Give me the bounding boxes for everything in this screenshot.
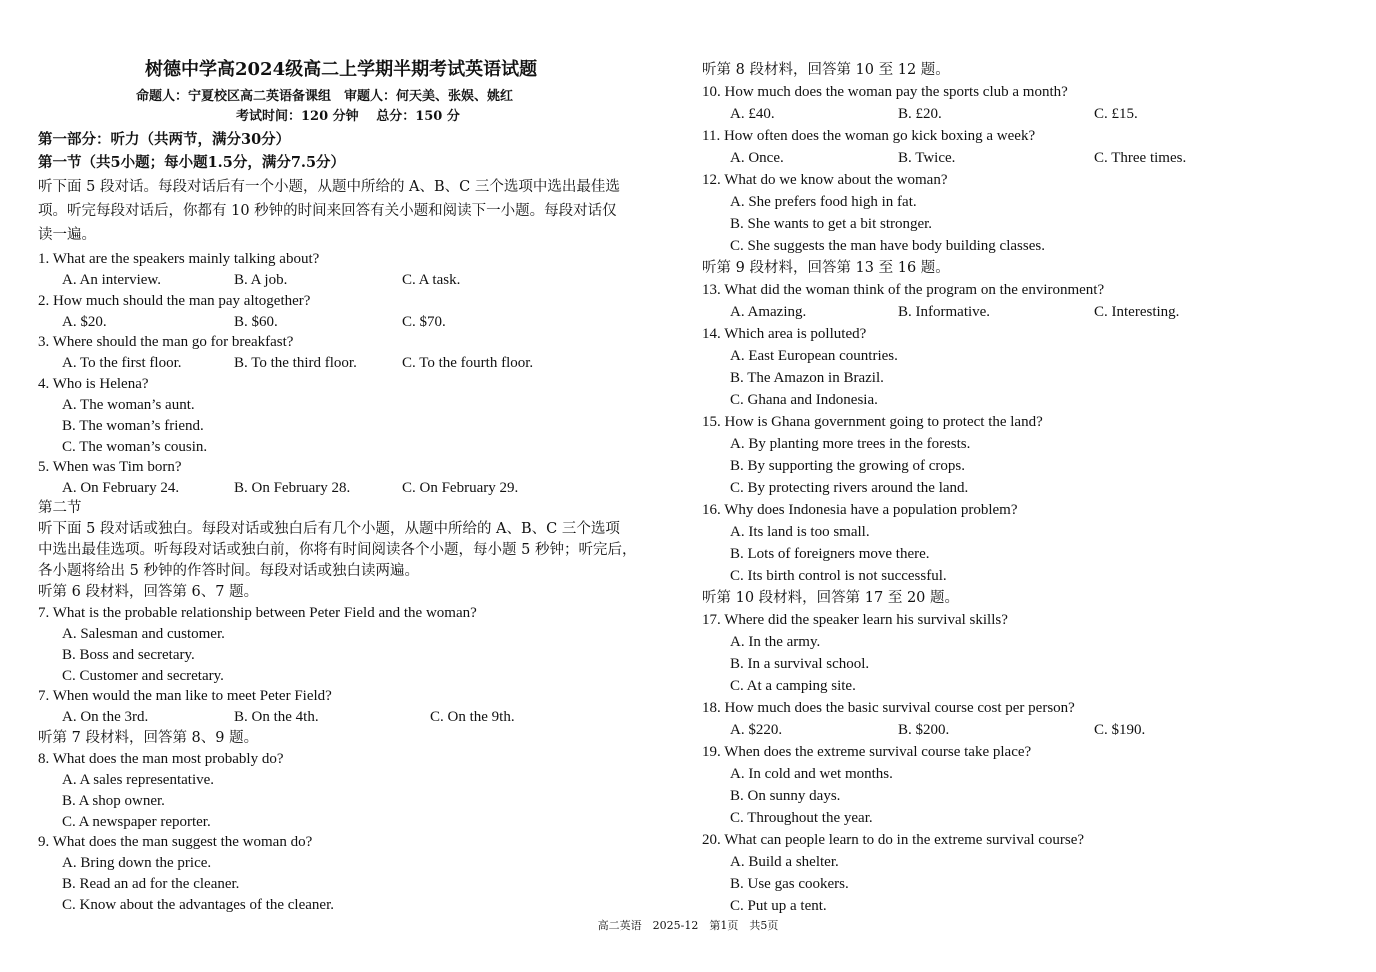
q3-option-c: C. To the fourth floor.	[402, 355, 534, 371]
q2-option-b: B. $60.	[234, 314, 278, 330]
q2-option-c: C. $70.	[402, 314, 446, 330]
question-12: 12. What do we know about the woman?	[702, 172, 948, 188]
q5-option-b: B. On February 28.	[234, 480, 351, 496]
question-14: 14. Which area is polluted?	[702, 326, 867, 342]
question-13: 13. What did the woman think of the program on the environment?	[702, 282, 1105, 298]
q10-option-c: C. £15.	[1094, 106, 1138, 122]
q17-option-a: A. In the army.	[730, 634, 821, 650]
q7-option-b: B. On the 4th.	[234, 709, 319, 725]
listen-note-7: 听第 7 段材料，回答第 8、9 题。	[38, 730, 259, 746]
instructions-line-2: 项。听完每段对话后，你都有 10 秒钟的时间来回答有关小题和阅读下一小题。每段对话仅	[38, 203, 617, 219]
q18-option-b: B. $200.	[898, 722, 950, 738]
exam-title: 树德中学高2024级高二上学期半期考试英语试题	[145, 59, 538, 80]
q4-option-c: C. The woman’s cousin.	[62, 439, 208, 455]
question-19: 19. When does the extreme survival course take place?	[702, 744, 1032, 760]
question-1: 1. What are the speakers mainly talking about?	[38, 251, 320, 267]
q4-option-b: B. The woman’s friend.	[62, 418, 204, 434]
q10-option-a: A. £40.	[730, 106, 775, 122]
q14-option-b: B. The Amazon in Brazil.	[730, 370, 884, 386]
section2-instructions-2: 中选出最佳选项。听每段对话或独白前，你将有时间阅读各个小题，每小题 5 秒钟；听完后，	[38, 542, 637, 558]
q8-option-c: C. A newspaper reporter.	[62, 814, 211, 830]
q15-option-c: C. By protecting rivers around the land.	[730, 480, 969, 496]
question-9: 9. What does the man suggest the woman do?	[38, 834, 313, 850]
q16-option-a: A. Its land is too small.	[730, 524, 870, 540]
question-8: 8. What does the man most probably do?	[38, 751, 284, 767]
q6-option-c: C. Customer and secretary.	[62, 668, 224, 684]
q19-option-c: C. Throughout the year.	[730, 810, 873, 826]
q10-option-b: B. £20.	[898, 106, 942, 122]
q17-option-b: B. In a survival school.	[730, 656, 870, 672]
q13-option-a: A. Amazing.	[730, 304, 807, 320]
q6-option-a: A. Salesman and customer.	[62, 626, 225, 642]
q20-option-c: C. Put up a tent.	[730, 898, 827, 914]
q12-option-c: C. She suggests the man have body building classes.	[730, 238, 1045, 254]
question-4: 4. Who is Helena?	[38, 376, 149, 392]
question-3: 3. Where should the man go for breakfast?	[38, 334, 294, 350]
question-20: 20. What can people learn to do in the extreme survival course?	[702, 832, 1085, 848]
section1-heading: 第一节（共5小题；每小题1.5分，满分7.5分）	[38, 154, 346, 171]
q7-option-c: C. On the 9th.	[430, 709, 515, 725]
q17-option-c: C. At a camping site.	[730, 678, 856, 694]
listen-note-10: 听第 10 段材料，回答第 17 至 20 题。	[702, 590, 960, 606]
q5-option-c: C. On February 29.	[402, 480, 519, 496]
q6-option-b: B. Boss and secretary.	[62, 647, 195, 663]
question-18: 18. How much does the basic survival course cost per person?	[702, 700, 1075, 716]
section2-heading: 第二节	[38, 500, 82, 516]
q1-option-a: A. An interview.	[62, 272, 162, 288]
question-10: 10. How much does the woman pay the sports club a month?	[702, 84, 1068, 100]
question-2: 2. How much should the man pay altogether?	[38, 293, 311, 309]
q11-option-b: B. Twice.	[898, 150, 956, 166]
q18-option-c: C. $190.	[1094, 722, 1146, 738]
q12-option-b: B. She wants to get a bit stronger.	[730, 216, 933, 232]
q14-option-c: C. Ghana and Indonesia.	[730, 392, 878, 408]
q3-option-a: A. To the first floor.	[62, 355, 182, 371]
q5-option-a: A. On February 24.	[62, 480, 180, 496]
q7-option-a: A. On the 3rd.	[62, 709, 149, 725]
instructions-line-1: 听下面 5 段对话。每段对话后有一个小题，从题中所给的 A、B、C 三个选项中选出最佳选	[38, 179, 620, 195]
q13-option-b: B. Informative.	[898, 304, 991, 320]
exam-time-info: 考试时间：120 分钟 总分：150 分	[236, 109, 460, 124]
q15-option-a: A. By planting more trees in the forests.	[730, 436, 971, 452]
q8-option-a: A. A sales representative.	[62, 772, 215, 788]
question-7: 7. When would the man like to meet Peter Field?	[38, 688, 332, 704]
q12-option-a: A. She prefers food high in fat.	[730, 194, 917, 210]
question-11: 11. How often does the woman go kick boxing a week?	[702, 128, 1036, 144]
listen-note-8: 听第 8 段材料，回答第 10 至 12 题。	[702, 62, 950, 78]
question-17: 17. Where did the speaker learn his survival skills?	[702, 612, 1008, 628]
q16-option-c: C. Its birth control is not successful.	[730, 568, 947, 584]
question-5: 5. When was Tim born?	[38, 459, 182, 475]
question-6: 7. What is the probable relationship between Peter Field and the woman?	[38, 605, 477, 621]
q18-option-a: A. $220.	[730, 722, 783, 738]
exam-authors: 命题人：宁夏校区高二英语备课组 审题人：何天美、张娱、姚红	[136, 89, 514, 104]
q19-option-b: B. On sunny days.	[730, 788, 841, 804]
q4-option-a: A. The woman’s aunt.	[62, 397, 195, 413]
q15-option-b: B. By supporting the growing of crops.	[730, 458, 965, 474]
q13-option-c: C. Interesting.	[1094, 304, 1180, 320]
q1-option-c: C. A task.	[402, 272, 461, 288]
q8-option-b: B. A shop owner.	[62, 793, 165, 809]
q16-option-b: B. Lots of foreigners move there.	[730, 546, 930, 562]
q20-option-b: B. Use gas cookers.	[730, 876, 849, 892]
q20-option-a: A. Build a shelter.	[730, 854, 839, 870]
q19-option-a: A. In cold and wet months.	[730, 766, 893, 782]
section2-instructions-3: 各小题将给出 5 秒钟的作答时间。每段对话或独白读两遍。	[38, 563, 419, 579]
q11-option-c: C. Three times.	[1094, 150, 1187, 166]
page-footer: 高二英语 2025-12 第1页 共5页	[597, 919, 779, 932]
listen-note-6: 听第 6 段材料，回答第 6、7 题。	[38, 584, 259, 600]
q9-option-a: A. Bring down the price.	[62, 855, 212, 871]
question-15: 15. How is Ghana government going to protect the land?	[702, 414, 1043, 430]
listen-note-9: 听第 9 段材料，回答第 13 至 16 题。	[702, 260, 950, 276]
q3-option-b: B. To the third floor.	[234, 355, 357, 371]
q14-option-a: A. East European countries.	[730, 348, 898, 364]
q11-option-a: A. Once.	[730, 150, 784, 166]
q9-option-c: C. Know about the advantages of the cleaner.	[62, 897, 334, 913]
part1-heading: 第一部分：听力（共两节，满分30分）	[38, 131, 291, 148]
question-16: 16. Why does Indonesia have a population problem?	[702, 502, 1018, 518]
instructions-line-3: 读一遍。	[38, 227, 96, 243]
q1-option-b: B. A job.	[234, 272, 288, 288]
q2-option-a: A. $20.	[62, 314, 107, 330]
q9-option-b: B. Read an ad for the cleaner.	[62, 876, 240, 892]
section2-instructions-1: 听下面 5 段对话或独白。每段对话或独白后有几个小题，从题中所给的 A、B、C 三个选项	[38, 521, 620, 537]
